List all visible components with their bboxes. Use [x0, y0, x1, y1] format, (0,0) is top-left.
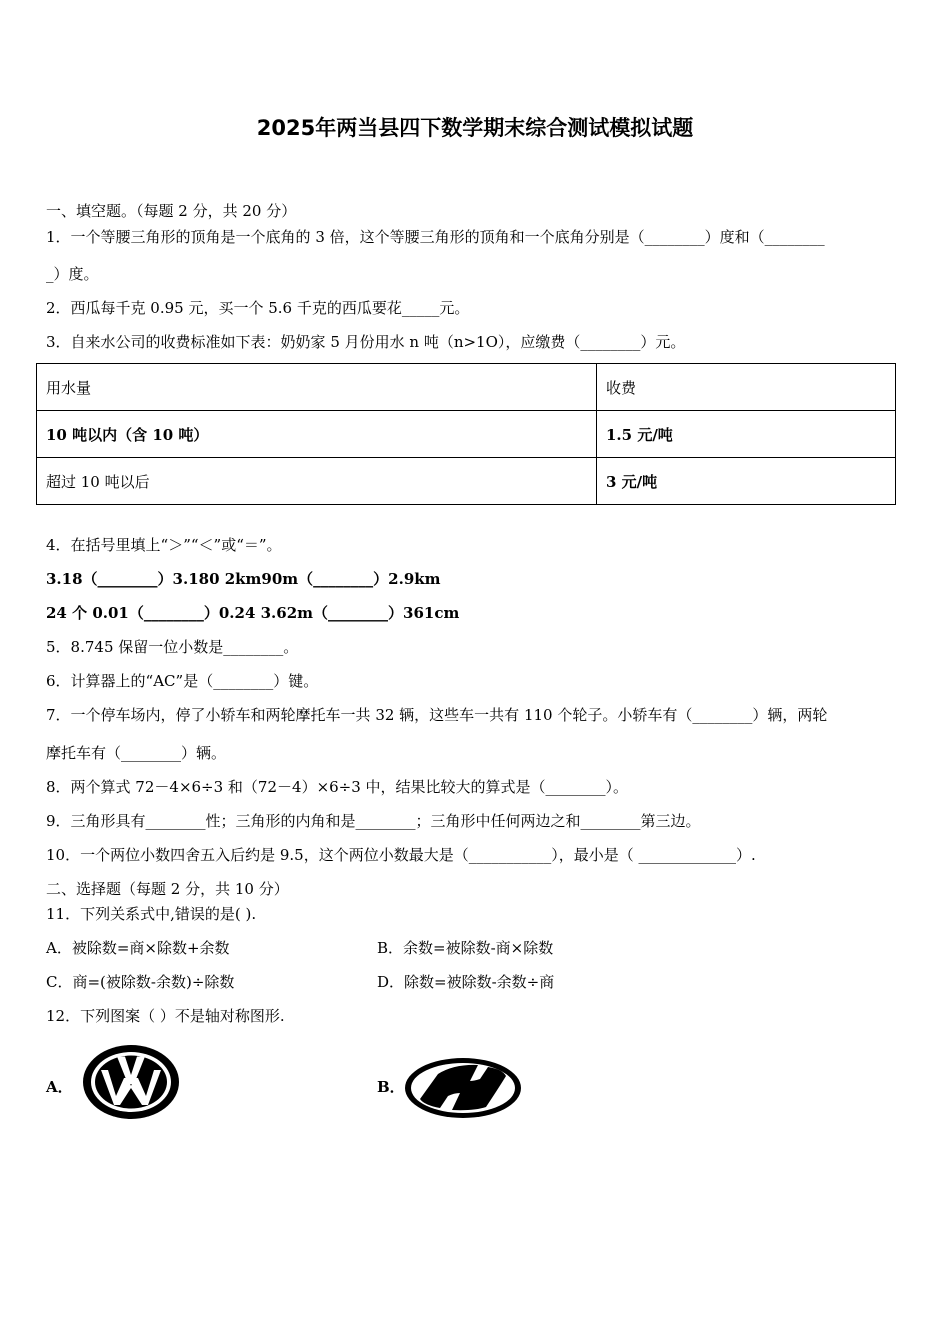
table-cell: 3 元/吨 [597, 458, 896, 505]
question-9: 9．三角形具有________性；三角形的内角和是________；三角形中任何两边之和________第三边。 [46, 812, 701, 830]
question-4-row-2: 24 个 0.01（________）0.24 3.62m（________）361cm [46, 604, 460, 622]
option-b-label: B． [377, 1078, 405, 1096]
table-cell: 10 吨以内（含 10 吨） [37, 411, 597, 458]
table-row [37, 411, 896, 458]
hyundai-logo-icon [402, 1055, 524, 1121]
question-5: 5．8.745 保留一位小数是________。 [46, 638, 299, 656]
table-header-cell: 用水量 [37, 364, 597, 411]
volkswagen-logo-icon [80, 1042, 182, 1122]
question-1-line-1: 1．一个等腰三角形的顶角是一个底角的 3 倍，这个等腰三角形的顶角和一个底角分别是（________）度和（________ [46, 228, 825, 246]
page-title: 2025年两当县四下数学期末综合测试模拟试题 [256, 116, 694, 140]
question-4-stem: 4．在括号里填上“＞”“＜”或“＝”。 [46, 536, 282, 554]
fee-table [36, 363, 896, 505]
question-3: 3．自来水公司的收费标准如下表：奶奶家 5 月份用水 n 吨（n>1O），应缴费（________）元。 [46, 333, 686, 351]
table-header-cell: 收费 [597, 364, 896, 411]
question-1-line-2: _）度。 [46, 265, 99, 283]
question-7-line-2: 摩托车有（________）辆。 [46, 744, 227, 762]
table-cell: 超过 10 吨以后 [37, 458, 597, 505]
table-cell: 1.5 元/吨 [597, 411, 896, 458]
question-4-row-1: 3.18（________）3.180 2km90m（________）2.9km [46, 570, 441, 588]
question-11-stem: 11．下列关系式中,错误的是( ). [46, 905, 257, 923]
table-row [37, 458, 896, 505]
section-heading-choice: 二、选择题（每题 2 分，共 10 分） [46, 880, 289, 898]
question-2: 2．西瓜每千克 0.95 元，买一个 5.6 千克的西瓜要花_____元。 [46, 299, 470, 317]
question-8: 8．两个算式 72－4×6÷3 和（72－4）×6÷3 中，结果比较大的算式是（________）。 [46, 778, 629, 796]
option-d: D．除数=被除数-余数÷商 [377, 973, 555, 991]
section-heading-fill-in: 一、填空题。（每题 2 分，共 20 分） [46, 202, 297, 220]
question-10: 10．一个两位小数四舍五入后约是 9.5，这个两位小数最大是（___________），最小是（ _____________）. [46, 846, 756, 864]
question-6: 6．计算器上的“AC”是（________）键。 [46, 672, 319, 690]
question-12-stem: 12．下列图案（ ）不是轴对称图形. [46, 1007, 285, 1025]
option-a-label: A． [46, 1078, 73, 1096]
table-header-row [37, 364, 896, 411]
option-a: A．被除数=商×除数+余数 [46, 939, 230, 957]
option-c: C．商=(被除数-余数)÷除数 [46, 973, 235, 991]
question-7-line-1: 7．一个停车场内，停了小轿车和两轮摩托车一共 32 辆，这些车一共有 110 个轮子。小轿车有（________）辆，两轮 [46, 706, 828, 724]
option-b: B．余数=被除数-商×除数 [377, 939, 554, 957]
